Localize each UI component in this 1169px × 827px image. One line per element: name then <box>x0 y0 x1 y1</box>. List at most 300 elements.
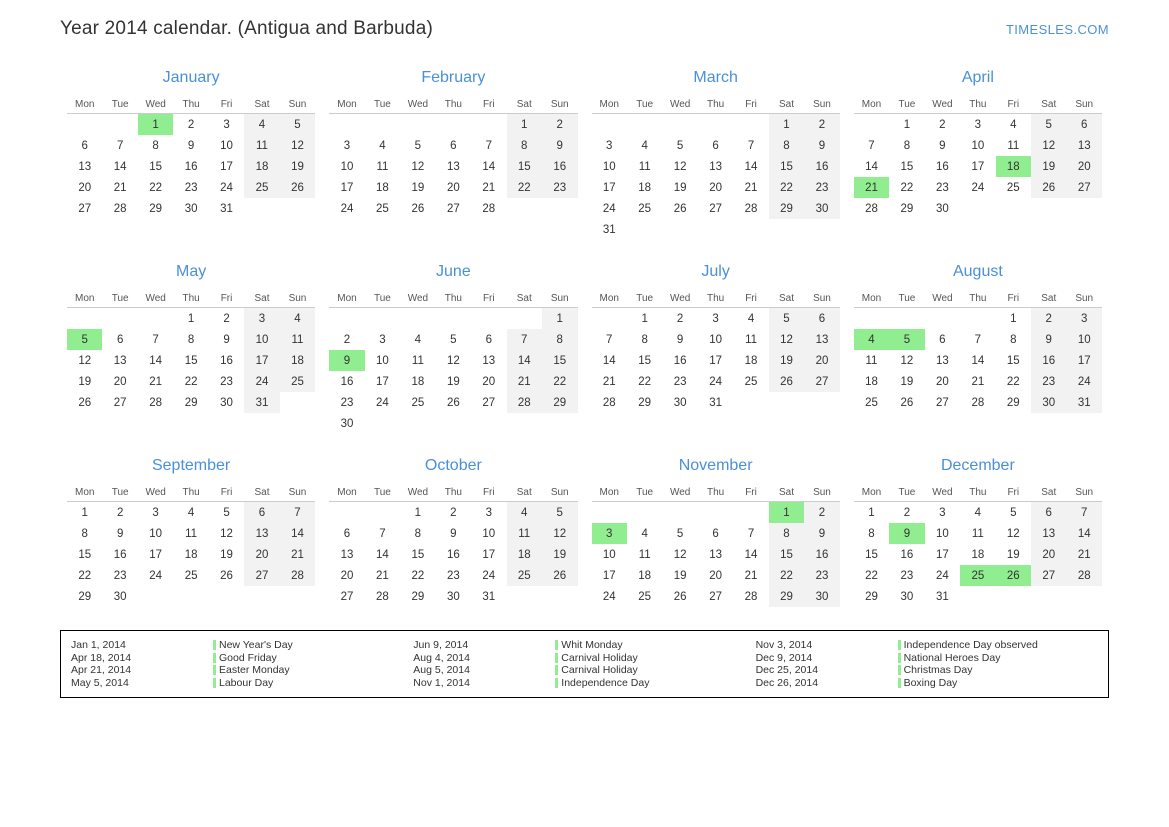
day-cell[interactable]: 19 <box>542 544 578 565</box>
day-cell[interactable]: 10 <box>709 333 722 346</box>
day-cell[interactable]: 10 <box>482 527 496 540</box>
day-cell[interactable]: 12 <box>280 135 316 156</box>
day-cell[interactable]: 15 <box>78 548 92 561</box>
day-cell[interactable]: 3 <box>712 312 719 325</box>
day-cell[interactable]: 12 <box>673 548 687 561</box>
day-cell[interactable]: 28 <box>1066 565 1102 586</box>
day-cell[interactable]: 17 <box>376 375 389 388</box>
day-cell[interactable]: 1 <box>903 118 911 131</box>
day-cell[interactable]: 21 <box>1066 544 1102 565</box>
day-cell[interactable]: 23 <box>113 569 127 582</box>
day-cell[interactable]: 22 <box>184 375 198 388</box>
day-cell[interactable]: 31 <box>1066 392 1102 413</box>
day-cell[interactable]: 6 <box>485 333 492 346</box>
day-cell[interactable]: 10 <box>220 139 233 152</box>
month-name[interactable]: November <box>678 457 753 474</box>
day-cell[interactable]: 16 <box>935 160 949 173</box>
day-cell[interactable]: 7 <box>974 333 982 346</box>
day-cell[interactable]: 2 <box>804 502 840 524</box>
month-name[interactable]: August <box>952 263 1003 280</box>
day-cell[interactable]: 17 <box>602 181 616 194</box>
day-cell[interactable]: 31 <box>709 396 722 409</box>
day-cell[interactable]: 10 <box>1066 329 1102 350</box>
day-cell[interactable]: 21 <box>602 375 616 388</box>
day-cell[interactable]: 24 <box>340 202 354 215</box>
day-cell[interactable]: 22 <box>769 565 804 586</box>
day-cell[interactable]: 5 <box>223 506 230 519</box>
day-cell[interactable]: 12 <box>542 523 578 544</box>
day-cell[interactable]: 13 <box>1031 523 1066 544</box>
day-cell[interactable]: 2 <box>804 114 840 136</box>
day-cell[interactable]: 17 <box>1066 350 1102 371</box>
day-cell[interactable]: 14 <box>482 160 496 173</box>
day-cell[interactable]: 14 <box>744 160 758 173</box>
day-cell[interactable]: 15 <box>507 156 542 177</box>
day-cell[interactable]: 1 <box>641 312 648 325</box>
day-cell[interactable]: 21 <box>280 544 316 565</box>
day-cell[interactable]: 11 <box>638 160 651 173</box>
day-cell[interactable]: 7 <box>152 333 159 346</box>
day-cell[interactable]: 15 <box>865 548 878 561</box>
day-cell[interactable]: 14 <box>113 160 127 173</box>
day-cell[interactable]: 27 <box>446 202 460 215</box>
day-cell[interactable]: 6 <box>804 308 840 330</box>
day-cell[interactable]: 7 <box>507 329 542 350</box>
day-cell[interactable]: 2 <box>223 312 230 325</box>
day-cell-holiday[interactable]: 3 <box>592 523 627 544</box>
day-cell[interactable]: 20 <box>1066 156 1102 177</box>
day-cell[interactable]: 19 <box>1031 156 1066 177</box>
day-cell[interactable]: 8 <box>187 333 195 346</box>
day-cell-holiday[interactable]: 18 <box>996 156 1031 177</box>
day-cell[interactable]: 6 <box>1031 502 1066 524</box>
day-cell[interactable]: 19 <box>78 375 92 388</box>
day-cell[interactable]: 23 <box>542 177 578 198</box>
day-cell[interactable]: 16 <box>1031 350 1066 371</box>
day-cell[interactable]: 7 <box>379 527 386 540</box>
day-cell[interactable]: 29 <box>1006 396 1020 409</box>
day-cell[interactable]: 21 <box>744 569 758 582</box>
day-cell[interactable]: 25 <box>411 396 425 409</box>
day-cell[interactable]: 4 <box>379 139 386 152</box>
day-cell[interactable]: 22 <box>769 177 804 198</box>
day-cell[interactable]: 24 <box>244 371 279 392</box>
day-cell[interactable]: 29 <box>638 396 652 409</box>
day-cell[interactable]: 8 <box>542 329 578 350</box>
day-cell[interactable]: 10 <box>935 527 949 540</box>
day-cell[interactable]: 5 <box>450 333 457 346</box>
day-cell[interactable]: 1 <box>81 506 88 519</box>
day-cell[interactable]: 23 <box>220 375 233 388</box>
day-cell[interactable]: 26 <box>769 371 804 392</box>
day-cell[interactable]: 21 <box>482 181 496 194</box>
day-cell[interactable]: 16 <box>673 354 687 367</box>
day-cell[interactable]: 23 <box>804 177 840 198</box>
day-cell[interactable]: 11 <box>376 160 389 173</box>
day-cell[interactable]: 27 <box>340 590 354 603</box>
day-cell[interactable]: 29 <box>184 396 198 409</box>
day-cell[interactable]: 7 <box>280 502 316 524</box>
day-cell[interactable]: 17 <box>935 548 949 561</box>
day-cell[interactable]: 9 <box>804 135 840 156</box>
day-cell[interactable]: 13 <box>482 354 496 367</box>
month-name[interactable]: May <box>176 263 207 280</box>
day-cell[interactable]: 8 <box>81 527 88 540</box>
day-cell[interactable]: 26 <box>280 177 316 198</box>
day-cell[interactable]: 9 <box>450 527 457 540</box>
day-cell[interactable]: 27 <box>804 371 840 392</box>
day-cell[interactable]: 13 <box>340 548 354 561</box>
day-cell[interactable]: 4 <box>641 527 648 540</box>
day-cell[interactable]: 6 <box>116 333 124 346</box>
day-cell[interactable]: 23 <box>184 181 198 194</box>
day-cell[interactable]: 28 <box>376 590 389 603</box>
day-cell[interactable]: 18 <box>280 350 316 371</box>
day-cell[interactable]: 8 <box>1010 333 1017 346</box>
day-cell[interactable]: 20 <box>709 181 722 194</box>
day-cell[interactable]: 18 <box>411 375 425 388</box>
day-cell[interactable]: 8 <box>769 523 804 544</box>
day-cell[interactable]: 8 <box>152 139 159 152</box>
day-cell[interactable]: 27 <box>78 202 92 215</box>
day-cell[interactable]: 30 <box>804 586 840 607</box>
day-cell[interactable]: 29 <box>149 202 163 215</box>
day-cell[interactable]: 23 <box>340 396 354 409</box>
day-cell[interactable]: 12 <box>673 160 687 173</box>
day-cell[interactable]: 29 <box>865 590 878 603</box>
day-cell[interactable]: 23 <box>673 375 687 388</box>
month-name[interactable]: April <box>961 69 994 86</box>
day-cell[interactable]: 3 <box>223 118 230 131</box>
day-cell[interactable]: 9 <box>1031 329 1066 350</box>
day-cell[interactable]: 17 <box>340 181 354 194</box>
day-cell[interactable]: 26 <box>1031 177 1066 198</box>
day-cell[interactable]: 31 <box>220 202 233 215</box>
day-cell[interactable]: 3 <box>1066 308 1102 330</box>
day-cell[interactable]: 18 <box>971 548 985 561</box>
day-cell[interactable]: 11 <box>638 548 651 561</box>
day-cell[interactable]: 25 <box>376 202 389 215</box>
day-cell[interactable]: 19 <box>769 350 804 371</box>
day-cell[interactable]: 30 <box>900 590 914 603</box>
day-cell[interactable]: 9 <box>542 135 578 156</box>
day-cell[interactable]: 19 <box>1006 548 1020 561</box>
day-cell[interactable]: 18 <box>638 181 652 194</box>
day-cell[interactable]: 28 <box>507 392 542 413</box>
month-name[interactable]: March <box>693 69 738 86</box>
day-cell[interactable]: 16 <box>340 375 354 388</box>
day-cell[interactable]: 21 <box>113 181 127 194</box>
day-cell[interactable]: 12 <box>411 160 425 173</box>
day-cell[interactable]: 8 <box>868 527 875 540</box>
day-cell[interactable]: 1 <box>769 114 804 136</box>
day-cell-holiday[interactable]: 21 <box>854 177 889 198</box>
day-cell[interactable]: 20 <box>1031 544 1066 565</box>
day-cell[interactable]: 6 <box>450 139 457 152</box>
day-cell[interactable]: 19 <box>220 548 233 561</box>
day-cell[interactable]: 24 <box>602 590 616 603</box>
day-cell[interactable]: 9 <box>187 139 195 152</box>
day-cell[interactable]: 4 <box>244 114 279 136</box>
day-cell[interactable]: 24 <box>149 569 163 582</box>
day-cell[interactable]: 2 <box>450 506 457 519</box>
day-cell[interactable]: 13 <box>446 160 460 173</box>
day-cell[interactable]: 8 <box>507 135 542 156</box>
day-cell[interactable]: 27 <box>1066 177 1102 198</box>
day-cell[interactable]: 6 <box>712 139 719 152</box>
day-cell[interactable]: 23 <box>1031 371 1066 392</box>
day-cell[interactable]: 5 <box>280 114 316 136</box>
month-name[interactable]: July <box>701 263 730 280</box>
day-cell[interactable]: 30 <box>340 417 354 430</box>
day-cell[interactable]: 13 <box>1066 135 1102 156</box>
day-cell[interactable]: 11 <box>1007 139 1020 152</box>
day-cell[interactable]: 9 <box>939 139 946 152</box>
day-cell[interactable]: 28 <box>744 590 758 603</box>
day-cell[interactable]: 7 <box>116 139 124 152</box>
day-cell[interactable]: 13 <box>709 548 722 561</box>
day-cell[interactable]: 19 <box>446 375 460 388</box>
day-cell[interactable]: 13 <box>804 329 840 350</box>
day-cell[interactable]: 14 <box>865 160 878 173</box>
day-cell[interactable]: 24 <box>935 569 949 582</box>
day-cell[interactable]: 11 <box>745 333 758 346</box>
day-cell[interactable]: 4 <box>414 333 422 346</box>
day-cell[interactable]: 3 <box>485 506 492 519</box>
day-cell[interactable]: 30 <box>446 590 460 603</box>
day-cell[interactable]: 26 <box>673 590 687 603</box>
day-cell[interactable]: 14 <box>602 354 616 367</box>
day-cell[interactable]: 2 <box>542 114 578 136</box>
day-cell[interactable]: 11 <box>244 135 279 156</box>
day-cell[interactable]: 16 <box>900 548 914 561</box>
day-cell[interactable]: 18 <box>638 569 652 582</box>
day-cell[interactable]: 17 <box>602 569 616 582</box>
day-cell[interactable]: 11 <box>971 527 984 540</box>
day-cell[interactable]: 17 <box>971 160 985 173</box>
day-cell[interactable]: 17 <box>149 548 163 561</box>
day-cell[interactable]: 8 <box>769 135 804 156</box>
day-cell[interactable]: 25 <box>184 569 198 582</box>
day-cell[interactable]: 23 <box>804 565 840 586</box>
day-cell-holiday[interactable]: 26 <box>996 565 1031 586</box>
day-cell[interactable]: 9 <box>804 523 840 544</box>
day-cell[interactable]: 29 <box>769 198 804 219</box>
day-cell[interactable]: 15 <box>638 354 652 367</box>
day-cell[interactable]: 16 <box>804 544 840 565</box>
day-cell[interactable]: 2 <box>939 118 946 131</box>
day-cell[interactable]: 24 <box>482 569 496 582</box>
day-cell[interactable]: 10 <box>602 548 616 561</box>
day-cell[interactable]: 25 <box>638 202 652 215</box>
day-cell[interactable]: 12 <box>78 354 92 367</box>
day-cell[interactable]: 18 <box>865 375 878 388</box>
day-cell[interactable]: 20 <box>244 544 279 565</box>
day-cell[interactable]: 15 <box>900 160 914 173</box>
day-cell[interactable]: 26 <box>78 396 92 409</box>
day-cell[interactable]: 27 <box>935 396 949 409</box>
day-cell[interactable]: 15 <box>542 350 578 371</box>
day-cell[interactable]: 28 <box>482 202 496 215</box>
day-cell[interactable]: 6 <box>712 527 719 540</box>
day-cell[interactable]: 7 <box>747 527 755 540</box>
day-cell[interactable]: 27 <box>482 396 496 409</box>
day-cell[interactable]: 5 <box>1031 114 1066 136</box>
day-cell[interactable]: 2 <box>903 506 911 519</box>
day-cell[interactable]: 1 <box>868 506 875 519</box>
day-cell[interactable]: 28 <box>744 202 758 215</box>
day-cell[interactable]: 18 <box>376 181 389 194</box>
day-cell[interactable]: 20 <box>78 181 92 194</box>
day-cell[interactable]: 20 <box>340 569 354 582</box>
day-cell[interactable]: 31 <box>244 392 279 413</box>
day-cell[interactable]: 20 <box>709 569 722 582</box>
day-cell[interactable]: 28 <box>113 202 127 215</box>
day-cell[interactable]: 3 <box>974 118 982 131</box>
day-cell[interactable]: 10 <box>971 139 985 152</box>
day-cell[interactable]: 28 <box>971 396 985 409</box>
day-cell[interactable]: 31 <box>935 590 949 603</box>
day-cell[interactable]: 6 <box>81 139 88 152</box>
day-cell[interactable]: 22 <box>149 181 163 194</box>
day-cell[interactable]: 13 <box>709 160 722 173</box>
day-cell[interactable]: 16 <box>113 548 127 561</box>
day-cell[interactable]: 21 <box>744 181 758 194</box>
day-cell[interactable]: 6 <box>244 502 279 524</box>
day-cell[interactable]: 24 <box>1066 371 1102 392</box>
day-cell[interactable]: 4 <box>974 506 982 519</box>
day-cell[interactable]: 13 <box>935 354 949 367</box>
day-cell[interactable]: 11 <box>507 523 542 544</box>
day-cell[interactable]: 23 <box>446 569 460 582</box>
day-cell[interactable]: 29 <box>769 586 804 607</box>
day-cell[interactable]: 7 <box>1066 502 1102 524</box>
day-cell[interactable]: 25 <box>507 565 542 586</box>
day-cell[interactable]: 30 <box>220 396 233 409</box>
day-cell[interactable]: 19 <box>673 181 687 194</box>
day-cell[interactable]: 18 <box>184 548 198 561</box>
day-cell-holiday[interactable]: 1 <box>138 114 173 136</box>
day-cell[interactable]: 2 <box>676 312 684 325</box>
month-name[interactable]: February <box>421 69 486 86</box>
day-cell[interactable]: 6 <box>939 333 946 346</box>
day-cell[interactable]: 28 <box>280 565 316 586</box>
day-cell[interactable]: 24 <box>709 375 722 388</box>
day-cell[interactable]: 2 <box>187 118 195 131</box>
day-cell[interactable]: 10 <box>376 354 389 367</box>
day-cell[interactable]: 31 <box>482 590 496 603</box>
day-cell[interactable]: 4 <box>641 139 648 152</box>
day-cell[interactable]: 12 <box>900 354 914 367</box>
day-cell[interactable]: 30 <box>804 198 840 219</box>
day-cell[interactable]: 22 <box>900 181 914 194</box>
day-cell[interactable]: 20 <box>804 350 840 371</box>
day-cell[interactable]: 29 <box>542 392 578 413</box>
day-cell[interactable]: 6 <box>1066 114 1102 136</box>
day-cell[interactable]: 30 <box>1031 392 1066 413</box>
day-cell-holiday[interactable]: 5 <box>889 329 924 350</box>
day-cell[interactable]: 5 <box>676 527 684 540</box>
day-cell[interactable]: 17 <box>482 548 496 561</box>
day-cell[interactable]: 15 <box>769 544 804 565</box>
day-cell[interactable]: 27 <box>709 202 722 215</box>
day-cell[interactable]: 24 <box>376 396 389 409</box>
day-cell[interactable]: 22 <box>507 177 542 198</box>
day-cell[interactable]: 2 <box>1031 308 1066 330</box>
day-cell[interactable]: 3 <box>379 333 386 346</box>
day-cell[interactable]: 7 <box>606 333 613 346</box>
day-cell[interactable]: 25 <box>744 375 758 388</box>
day-cell[interactable]: 1 <box>414 506 422 519</box>
day-cell[interactable]: 9 <box>223 333 230 346</box>
day-cell[interactable]: 5 <box>769 308 804 330</box>
day-cell[interactable]: 22 <box>542 371 578 392</box>
day-cell[interactable]: 23 <box>935 181 949 194</box>
day-cell[interactable]: 22 <box>865 569 878 582</box>
day-cell[interactable]: 21 <box>507 371 542 392</box>
day-cell[interactable]: 22 <box>411 569 425 582</box>
month-name[interactable]: October <box>424 457 482 474</box>
day-cell[interactable]: 22 <box>78 569 92 582</box>
day-cell-holiday[interactable]: 9 <box>329 350 364 371</box>
day-cell[interactable]: 15 <box>184 354 198 367</box>
day-cell[interactable]: 11 <box>411 354 424 367</box>
day-cell[interactable]: 30 <box>113 590 127 603</box>
day-cell[interactable]: 7 <box>868 139 875 152</box>
day-cell[interactable]: 25 <box>280 371 316 392</box>
day-cell[interactable]: 11 <box>185 527 198 540</box>
day-cell[interactable]: 16 <box>542 156 578 177</box>
day-cell[interactable]: 1 <box>507 114 542 136</box>
day-cell[interactable]: 22 <box>1006 375 1020 388</box>
day-cell[interactable]: 20 <box>113 375 127 388</box>
day-cell[interactable]: 27 <box>709 590 722 603</box>
day-cell[interactable]: 3 <box>939 506 946 519</box>
day-cell[interactable]: 16 <box>804 156 840 177</box>
day-cell[interactable]: 2 <box>343 333 351 346</box>
day-cell[interactable]: 29 <box>900 202 914 215</box>
day-cell[interactable]: 5 <box>676 139 684 152</box>
day-cell[interactable]: 14 <box>1066 523 1102 544</box>
day-cell[interactable]: 10 <box>340 160 354 173</box>
day-cell[interactable]: 25 <box>865 396 878 409</box>
day-cell[interactable]: 5 <box>542 502 578 524</box>
day-cell[interactable]: 18 <box>244 156 279 177</box>
day-cell[interactable]: 27 <box>244 565 279 586</box>
day-cell[interactable]: 26 <box>900 396 914 409</box>
day-cell[interactable]: 29 <box>78 590 92 603</box>
day-cell[interactable]: 19 <box>673 569 687 582</box>
day-cell[interactable]: 17 <box>220 160 233 173</box>
day-cell[interactable]: 14 <box>280 523 316 544</box>
day-cell-holiday[interactable]: 5 <box>67 329 102 350</box>
day-cell[interactable]: 30 <box>673 396 687 409</box>
day-cell[interactable]: 11 <box>280 329 316 350</box>
day-cell[interactable]: 20 <box>446 181 460 194</box>
month-name[interactable]: September <box>151 457 231 474</box>
day-cell[interactable]: 25 <box>638 590 652 603</box>
day-cell[interactable]: 14 <box>376 548 389 561</box>
day-cell[interactable]: 14 <box>971 354 985 367</box>
day-cell[interactable]: 21 <box>149 375 163 388</box>
day-cell[interactable]: 13 <box>113 354 127 367</box>
day-cell[interactable]: 18 <box>744 354 758 367</box>
day-cell[interactable]: 17 <box>709 354 722 367</box>
day-cell[interactable]: 1 <box>1010 312 1017 325</box>
day-cell[interactable]: 3 <box>244 308 279 330</box>
day-cell[interactable]: 18 <box>507 544 542 565</box>
day-cell[interactable]: 28 <box>149 396 163 409</box>
